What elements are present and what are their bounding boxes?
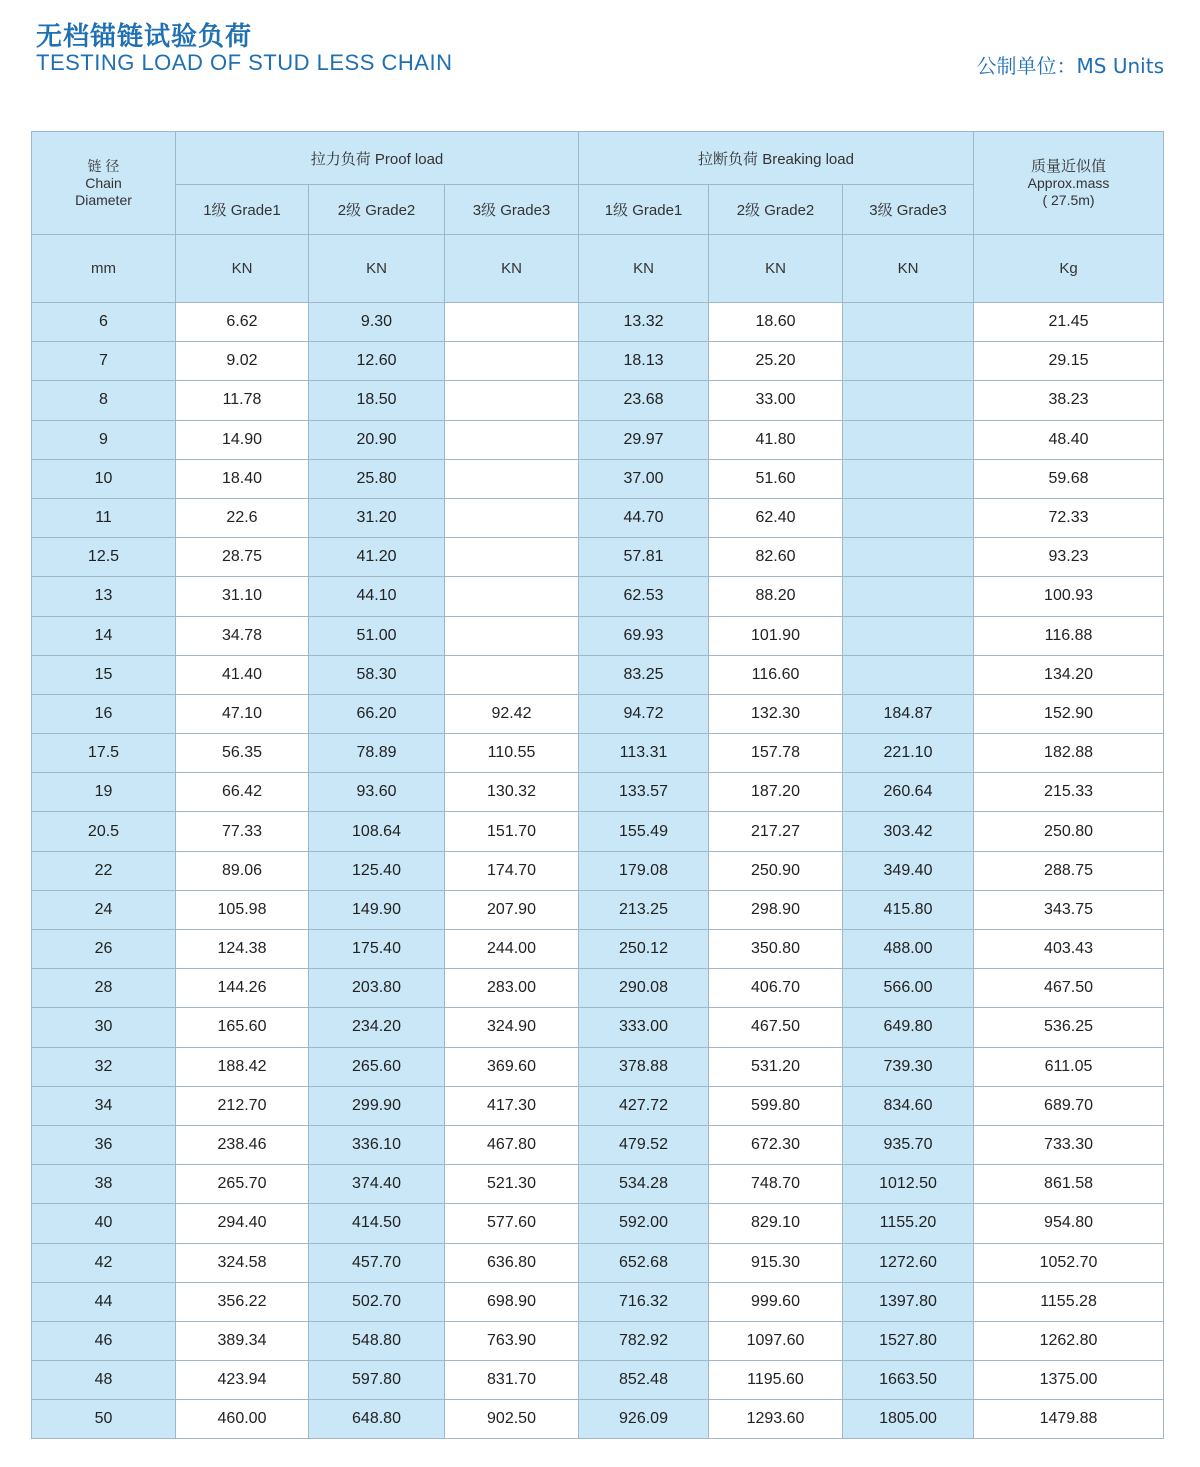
- value-cell: 51.60: [709, 459, 843, 498]
- diameter-cell: 14: [32, 616, 176, 655]
- value-cell: 18.40: [176, 459, 309, 498]
- value-cell: 829.10: [709, 1204, 843, 1243]
- value-cell: [445, 498, 579, 537]
- value-cell: 151.70: [445, 812, 579, 851]
- value-cell: 599.80: [709, 1086, 843, 1125]
- value-cell: 597.80: [309, 1361, 445, 1400]
- value-cell: 298.90: [709, 890, 843, 929]
- value-cell: 100.93: [974, 577, 1164, 616]
- value-cell: 333.00: [579, 1008, 709, 1047]
- diameter-cell: 7: [32, 342, 176, 381]
- value-cell: [843, 538, 974, 577]
- table-row: [32, 930, 1164, 969]
- value-cell: 22.6: [176, 498, 309, 537]
- value-cell: 48.40: [974, 420, 1164, 459]
- diameter-cell: 20.5: [32, 812, 176, 851]
- value-cell: 406.70: [709, 969, 843, 1008]
- value-cell: 374.40: [309, 1165, 445, 1204]
- value-cell: 265.60: [309, 1047, 445, 1086]
- value-cell: 915.30: [709, 1243, 843, 1282]
- value-cell: 34.78: [176, 616, 309, 655]
- table-row: [32, 734, 1164, 773]
- value-cell: 25.20: [709, 342, 843, 381]
- value-cell: 165.60: [176, 1008, 309, 1047]
- value-cell: 403.43: [974, 930, 1164, 969]
- value-cell: 25.80: [309, 459, 445, 498]
- grade-header: 1级 Grade1: [579, 185, 709, 235]
- value-cell: 20.90: [309, 420, 445, 459]
- diameter-cell: 22: [32, 851, 176, 890]
- value-cell: 479.52: [579, 1125, 709, 1164]
- value-cell: 1262.80: [974, 1321, 1164, 1360]
- diameter-cell: 34: [32, 1086, 176, 1125]
- diameter-cell: 10: [32, 459, 176, 498]
- table-row: [32, 1165, 1164, 1204]
- value-cell: 852.48: [579, 1361, 709, 1400]
- value-cell: 733.30: [974, 1125, 1164, 1164]
- value-cell: 215.33: [974, 773, 1164, 812]
- value-cell: [445, 538, 579, 577]
- value-cell: 467.50: [974, 969, 1164, 1008]
- value-cell: 31.20: [309, 498, 445, 537]
- unit-header: KN: [309, 235, 445, 303]
- value-cell: 1155.20: [843, 1204, 974, 1243]
- value-cell: 207.90: [445, 890, 579, 929]
- table-row: [32, 459, 1164, 498]
- unit-header: mm: [32, 235, 176, 303]
- value-cell: 37.00: [579, 459, 709, 498]
- value-cell: 672.30: [709, 1125, 843, 1164]
- value-cell: 88.20: [709, 577, 843, 616]
- table-row: [32, 1204, 1164, 1243]
- page-title-cn: 无档锚链试验负荷: [36, 22, 253, 52]
- value-cell: 502.70: [309, 1282, 445, 1321]
- value-cell: 350.80: [709, 930, 843, 969]
- grade-header: 2级 Grade2: [309, 185, 445, 235]
- page-title-en: TESTING LOAD OF STUD LESS CHAIN: [36, 50, 453, 75]
- grade-header: 3级 Grade3: [843, 185, 974, 235]
- value-cell: 221.10: [843, 734, 974, 773]
- diameter-cell: 15: [32, 655, 176, 694]
- value-cell: 21.45: [974, 303, 1164, 342]
- value-cell: 18.13: [579, 342, 709, 381]
- value-cell: 415.80: [843, 890, 974, 929]
- value-cell: 356.22: [176, 1282, 309, 1321]
- value-cell: 427.72: [579, 1086, 709, 1125]
- value-cell: 577.60: [445, 1204, 579, 1243]
- table-row: [32, 303, 1164, 342]
- chain-diameter-cn: 链 径: [87, 157, 120, 174]
- value-cell: 1195.60: [709, 1361, 843, 1400]
- value-cell: [843, 655, 974, 694]
- value-cell: 41.40: [176, 655, 309, 694]
- value-cell: 349.40: [843, 851, 974, 890]
- table-row: [32, 577, 1164, 616]
- value-cell: 1155.28: [974, 1282, 1164, 1321]
- value-cell: 1272.60: [843, 1243, 974, 1282]
- value-cell: 58.30: [309, 655, 445, 694]
- value-cell: 130.32: [445, 773, 579, 812]
- value-cell: 187.20: [709, 773, 843, 812]
- value-cell: 902.50: [445, 1400, 579, 1439]
- value-cell: 460.00: [176, 1400, 309, 1439]
- value-cell: 11.78: [176, 381, 309, 420]
- table-row: [32, 969, 1164, 1008]
- value-cell: 217.27: [709, 812, 843, 851]
- value-cell: 283.00: [445, 969, 579, 1008]
- table-row: [32, 1008, 1164, 1047]
- value-cell: 47.10: [176, 694, 309, 733]
- value-cell: [843, 303, 974, 342]
- diameter-cell: 12.5: [32, 538, 176, 577]
- value-cell: 108.64: [309, 812, 445, 851]
- value-cell: [445, 655, 579, 694]
- value-cell: 12.60: [309, 342, 445, 381]
- table-row: [32, 1321, 1164, 1360]
- value-cell: 716.32: [579, 1282, 709, 1321]
- value-cell: 467.50: [709, 1008, 843, 1047]
- value-cell: 336.10: [309, 1125, 445, 1164]
- unit-header: KN: [579, 235, 709, 303]
- diameter-cell: 30: [32, 1008, 176, 1047]
- table-row: [32, 342, 1164, 381]
- value-cell: 110.55: [445, 734, 579, 773]
- value-cell: 157.78: [709, 734, 843, 773]
- value-cell: 250.90: [709, 851, 843, 890]
- value-cell: 77.33: [176, 812, 309, 851]
- table-row: [32, 498, 1164, 537]
- diameter-cell: 50: [32, 1400, 176, 1439]
- value-cell: 13.32: [579, 303, 709, 342]
- diameter-cell: 16: [32, 694, 176, 733]
- value-cell: 834.60: [843, 1086, 974, 1125]
- value-cell: 611.05: [974, 1047, 1164, 1086]
- value-cell: 861.58: [974, 1165, 1164, 1204]
- value-cell: 69.93: [579, 616, 709, 655]
- approx-mass-en: Approx.mass: [1027, 174, 1110, 191]
- value-cell: [445, 381, 579, 420]
- value-cell: 33.00: [709, 381, 843, 420]
- value-cell: 105.98: [176, 890, 309, 929]
- diameter-cell: 36: [32, 1125, 176, 1164]
- value-cell: 116.60: [709, 655, 843, 694]
- test-load-table: [31, 131, 1164, 1439]
- unit-header: KN: [843, 235, 974, 303]
- value-cell: 488.00: [843, 930, 974, 969]
- value-cell: 44.70: [579, 498, 709, 537]
- value-cell: 94.72: [579, 694, 709, 733]
- value-cell: 378.88: [579, 1047, 709, 1086]
- value-cell: 831.70: [445, 1361, 579, 1400]
- value-cell: 93.23: [974, 538, 1164, 577]
- value-cell: 244.00: [445, 930, 579, 969]
- value-cell: 116.88: [974, 616, 1164, 655]
- value-cell: 203.80: [309, 969, 445, 1008]
- value-cell: 935.70: [843, 1125, 974, 1164]
- value-cell: 28.75: [176, 538, 309, 577]
- value-cell: 234.20: [309, 1008, 445, 1047]
- value-cell: 1397.80: [843, 1282, 974, 1321]
- value-cell: 536.25: [974, 1008, 1164, 1047]
- value-cell: 1479.88: [974, 1400, 1164, 1439]
- value-cell: 250.80: [974, 812, 1164, 851]
- grade-header: 1级 Grade1: [176, 185, 309, 235]
- value-cell: 739.30: [843, 1047, 974, 1086]
- value-cell: 369.60: [445, 1047, 579, 1086]
- table-row: [32, 812, 1164, 851]
- chain-diameter-en1: Chain: [85, 174, 122, 191]
- value-cell: 179.08: [579, 851, 709, 890]
- header-breaking-load: 拉断负荷 Breaking load: [579, 132, 974, 185]
- value-cell: [843, 616, 974, 655]
- value-cell: [445, 577, 579, 616]
- value-cell: [843, 420, 974, 459]
- diameter-cell: 26: [32, 930, 176, 969]
- value-cell: 182.88: [974, 734, 1164, 773]
- approx-mass-length: ( 27.5m): [1042, 191, 1095, 208]
- value-cell: 155.49: [579, 812, 709, 851]
- value-cell: 566.00: [843, 969, 974, 1008]
- value-cell: 152.90: [974, 694, 1164, 733]
- grade-header: 2级 Grade2: [709, 185, 843, 235]
- value-cell: 698.90: [445, 1282, 579, 1321]
- value-cell: 414.50: [309, 1204, 445, 1243]
- diameter-cell: 11: [32, 498, 176, 537]
- grade-header: 3级 Grade3: [445, 185, 579, 235]
- value-cell: 592.00: [579, 1204, 709, 1243]
- value-cell: 23.68: [579, 381, 709, 420]
- value-cell: 1375.00: [974, 1361, 1164, 1400]
- table-row: [32, 694, 1164, 733]
- table-row: [32, 1243, 1164, 1282]
- value-cell: 548.80: [309, 1321, 445, 1360]
- value-cell: 93.60: [309, 773, 445, 812]
- value-cell: 648.80: [309, 1400, 445, 1439]
- chain-diameter-en2: Diameter: [75, 191, 132, 208]
- value-cell: 1293.60: [709, 1400, 843, 1439]
- value-cell: 14.90: [176, 420, 309, 459]
- value-cell: 18.60: [709, 303, 843, 342]
- table-row: [32, 773, 1164, 812]
- diameter-cell: 9: [32, 420, 176, 459]
- value-cell: 57.81: [579, 538, 709, 577]
- value-cell: 423.94: [176, 1361, 309, 1400]
- value-cell: 188.42: [176, 1047, 309, 1086]
- table-row: [32, 1125, 1164, 1164]
- value-cell: 101.90: [709, 616, 843, 655]
- value-cell: 1805.00: [843, 1400, 974, 1439]
- value-cell: 134.20: [974, 655, 1164, 694]
- value-cell: 66.42: [176, 773, 309, 812]
- value-cell: 763.90: [445, 1321, 579, 1360]
- diameter-cell: 19: [32, 773, 176, 812]
- value-cell: 125.40: [309, 851, 445, 890]
- value-cell: 149.90: [309, 890, 445, 929]
- diameter-cell: 8: [32, 381, 176, 420]
- value-cell: 250.12: [579, 930, 709, 969]
- value-cell: [445, 303, 579, 342]
- value-cell: 303.42: [843, 812, 974, 851]
- value-cell: 38.23: [974, 381, 1164, 420]
- table-row: [32, 616, 1164, 655]
- value-cell: [445, 616, 579, 655]
- value-cell: 324.90: [445, 1008, 579, 1047]
- table-row: [32, 381, 1164, 420]
- value-cell: 18.50: [309, 381, 445, 420]
- diameter-cell: 42: [32, 1243, 176, 1282]
- value-cell: 92.42: [445, 694, 579, 733]
- value-cell: 1663.50: [843, 1361, 974, 1400]
- table-row: [32, 1086, 1164, 1125]
- value-cell: 294.40: [176, 1204, 309, 1243]
- value-cell: [843, 577, 974, 616]
- value-cell: 1527.80: [843, 1321, 974, 1360]
- header-approx-mass: [974, 132, 1164, 235]
- table-row: [32, 538, 1164, 577]
- value-cell: 41.20: [309, 538, 445, 577]
- units-label: 公制单位：MS Units: [976, 54, 1164, 78]
- value-cell: 238.46: [176, 1125, 309, 1164]
- unit-header: KN: [176, 235, 309, 303]
- value-cell: 82.60: [709, 538, 843, 577]
- table-row: [32, 851, 1164, 890]
- value-cell: [843, 381, 974, 420]
- value-cell: 62.53: [579, 577, 709, 616]
- value-cell: 29.15: [974, 342, 1164, 381]
- diameter-cell: 24: [32, 890, 176, 929]
- value-cell: 288.75: [974, 851, 1164, 890]
- approx-mass-cn: 质量近似值: [1031, 157, 1107, 175]
- diameter-cell: 38: [32, 1165, 176, 1204]
- value-cell: 652.68: [579, 1243, 709, 1282]
- value-cell: 999.60: [709, 1282, 843, 1321]
- value-cell: 56.35: [176, 734, 309, 773]
- value-cell: 51.00: [309, 616, 445, 655]
- value-cell: [843, 459, 974, 498]
- diameter-cell: 46: [32, 1321, 176, 1360]
- value-cell: 62.40: [709, 498, 843, 537]
- unit-header: KN: [445, 235, 579, 303]
- value-cell: 66.20: [309, 694, 445, 733]
- value-cell: 83.25: [579, 655, 709, 694]
- value-cell: 467.80: [445, 1125, 579, 1164]
- table-row: [32, 1047, 1164, 1086]
- value-cell: 343.75: [974, 890, 1164, 929]
- value-cell: 1012.50: [843, 1165, 974, 1204]
- value-cell: 29.97: [579, 420, 709, 459]
- value-cell: 124.38: [176, 930, 309, 969]
- value-cell: 1052.70: [974, 1243, 1164, 1282]
- table-row: [32, 1400, 1164, 1439]
- value-cell: 299.90: [309, 1086, 445, 1125]
- value-cell: 113.31: [579, 734, 709, 773]
- value-cell: 521.30: [445, 1165, 579, 1204]
- table-body: [32, 303, 1164, 1439]
- diameter-cell: 48: [32, 1361, 176, 1400]
- value-cell: 175.40: [309, 930, 445, 969]
- unit-header: KN: [709, 235, 843, 303]
- value-cell: 389.34: [176, 1321, 309, 1360]
- value-cell: [445, 459, 579, 498]
- header-proof-load: 拉力负荷 Proof load: [176, 132, 579, 185]
- diameter-cell: 44: [32, 1282, 176, 1321]
- value-cell: 457.70: [309, 1243, 445, 1282]
- value-cell: [843, 498, 974, 537]
- header-chain-diameter: [32, 132, 176, 235]
- value-cell: 689.70: [974, 1086, 1164, 1125]
- diameter-cell: 32: [32, 1047, 176, 1086]
- value-cell: 44.10: [309, 577, 445, 616]
- value-cell: 78.89: [309, 734, 445, 773]
- value-cell: 132.30: [709, 694, 843, 733]
- table-row: [32, 890, 1164, 929]
- value-cell: 531.20: [709, 1047, 843, 1086]
- table-row: [32, 655, 1164, 694]
- value-cell: [445, 342, 579, 381]
- value-cell: 144.26: [176, 969, 309, 1008]
- value-cell: 89.06: [176, 851, 309, 890]
- value-cell: 534.28: [579, 1165, 709, 1204]
- value-cell: 174.70: [445, 851, 579, 890]
- value-cell: 782.92: [579, 1321, 709, 1360]
- value-cell: 265.70: [176, 1165, 309, 1204]
- value-cell: 9.02: [176, 342, 309, 381]
- value-cell: 72.33: [974, 498, 1164, 537]
- value-cell: 649.80: [843, 1008, 974, 1047]
- value-cell: 926.09: [579, 1400, 709, 1439]
- value-cell: 1097.60: [709, 1321, 843, 1360]
- value-cell: [445, 420, 579, 459]
- value-cell: 417.30: [445, 1086, 579, 1125]
- value-cell: 748.70: [709, 1165, 843, 1204]
- value-cell: 636.80: [445, 1243, 579, 1282]
- value-cell: 184.87: [843, 694, 974, 733]
- value-cell: 212.70: [176, 1086, 309, 1125]
- value-cell: 9.30: [309, 303, 445, 342]
- table-row: [32, 1361, 1164, 1400]
- value-cell: 213.25: [579, 890, 709, 929]
- value-cell: [843, 342, 974, 381]
- value-cell: 59.68: [974, 459, 1164, 498]
- diameter-cell: 17.5: [32, 734, 176, 773]
- value-cell: 260.64: [843, 773, 974, 812]
- value-cell: 290.08: [579, 969, 709, 1008]
- value-cell: 41.80: [709, 420, 843, 459]
- diameter-cell: 28: [32, 969, 176, 1008]
- table-row: [32, 420, 1164, 459]
- value-cell: 6.62: [176, 303, 309, 342]
- table-row: [32, 1282, 1164, 1321]
- diameter-cell: 40: [32, 1204, 176, 1243]
- diameter-cell: 13: [32, 577, 176, 616]
- unit-header: Kg: [974, 235, 1164, 303]
- value-cell: 954.80: [974, 1204, 1164, 1243]
- value-cell: 133.57: [579, 773, 709, 812]
- value-cell: 324.58: [176, 1243, 309, 1282]
- value-cell: 31.10: [176, 577, 309, 616]
- diameter-cell: 6: [32, 303, 176, 342]
